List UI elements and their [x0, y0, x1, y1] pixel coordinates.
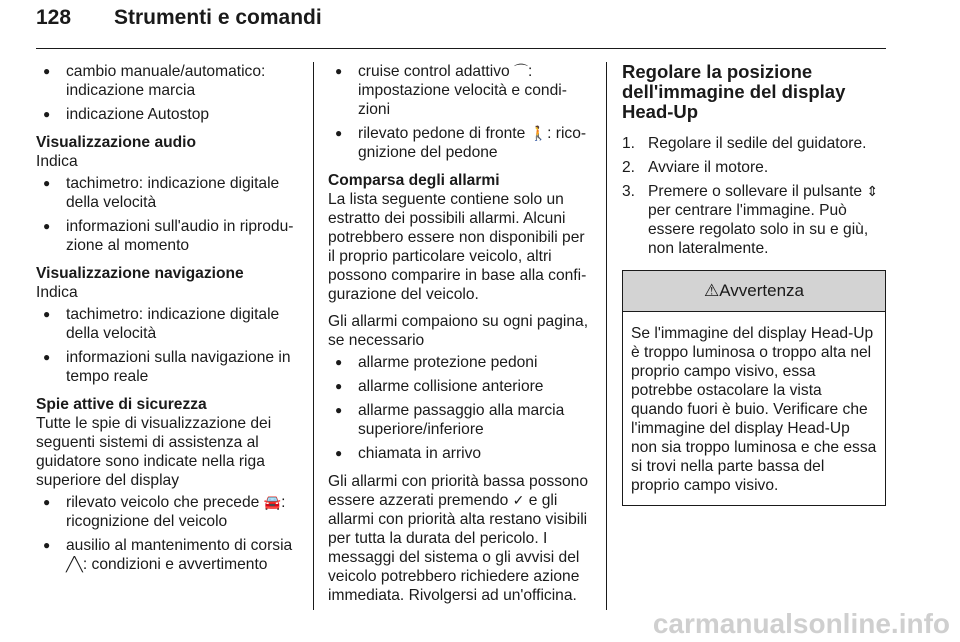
audio-heading: Visualizzazione audio [36, 134, 197, 151]
alarms-text-1: La lista seguente contiene solo un estratto dei possibili allarmi. Alcuni potrebbero essere non disponibili per il proprio particolare veicolo, altri possono comparire in base alla configurazione del veicolo. [328, 191, 587, 303]
step-item: 1. Regolare il sedile del guidatore. [622, 135, 867, 152]
column-1 [36, 62, 298, 583]
cruise-control-icon: ⌒ [514, 63, 529, 79]
warning-header [623, 271, 885, 312]
page-number: 128 [36, 6, 72, 29]
list-item: ● informazioni sull'audio in riproduzione al momento [36, 217, 298, 255]
alarms-heading: Comparsa degli allarmi [328, 172, 500, 189]
list-item: ● allarme collisione anteriore [328, 377, 590, 396]
hud-steps [622, 134, 886, 258]
warning-box [622, 270, 886, 506]
warning-title: Avvertenza [719, 281, 804, 300]
page-header [36, 4, 886, 48]
step-item: 2. Avviare il motore. [622, 159, 769, 176]
column-divider-2 [606, 62, 607, 610]
running-title: Strumenti e comandi [114, 6, 322, 29]
list-item: ● tachimetro: indicazione digitale della velocità [36, 305, 298, 343]
warning-icon: ⚠ [704, 281, 720, 300]
nav-heading: Visualizzazione navigazione [36, 265, 244, 282]
list-item: ● informazioni sulla navigazione in tempo reale [36, 348, 298, 386]
pedestrian-icon: 🚶 [529, 125, 548, 141]
watermark: carmanualsonline.info [652, 608, 950, 639]
car-ahead-icon: 🚘 [263, 494, 282, 510]
up-down-button-icon: ⇕ [866, 183, 879, 199]
warning-body: Se l'immagine del display Head-Up è troppo luminosa o troppo alta nel proprio campo visivo, essa potrebbe ostacolare la vista quando fuori è buio. Verificare che l'immagine del display Head-Up non sia troppo luminosa e che essa si trovi nella parte bassa del proprio campo visivo. [631, 325, 877, 494]
list-item: ● rilevato veicolo che precede 🚘: ricognizione del veicolo [36, 493, 298, 531]
column-3 [622, 62, 886, 506]
step-item: 3. Premere o sollevare il pulsante ⇕ per centrare l'immagine. Può essere regolato solo in su e giù, non lateralmente. [622, 183, 879, 257]
safety-heading: Spie attive di sicurezza [36, 396, 207, 413]
check-icon: ✓ [512, 492, 525, 508]
alarms-text-2: Gli allarmi compaiono su ogni pagina, se necessario [328, 313, 589, 349]
assist-bullets [328, 62, 590, 162]
audio-bullets [36, 174, 298, 255]
alarms-bullets [328, 353, 590, 463]
list-item: ● ausilio al mantenimento di corsia ╱╲: condizioni e avvertimento [36, 536, 298, 574]
audio-intro: Indica [36, 153, 78, 170]
nav-bullets [36, 305, 298, 386]
nav-intro: Indica [36, 284, 78, 301]
list-item: ● allarme passaggio alla marcia superiore/inferiore [328, 401, 590, 439]
list-item: ● cambio manuale/automatico: indicazione marcia [36, 62, 298, 100]
alarms-text-3: Gli allarmi con priorità bassa possono essere azzerati premendo ✓ e gli allarmi con priorità alta restano visibili per tutta la durata del pericolo. I messaggi del sistema o gli avvisi del veicolo potrebbero richiedere azione immediata. Rivolgersi ad un'officina. [328, 473, 589, 604]
gear-bullets [36, 62, 298, 124]
header-rule [36, 48, 886, 49]
column-divider-1 [313, 62, 314, 610]
list-item: ● allarme protezione pedoni [328, 353, 590, 372]
list-item: ● indicazione Autostop [36, 105, 298, 124]
safety-text: Tutte le spie di visualizzazione dei seguenti sistemi di assistenza al guidatore sono indicate nella riga superiore del display [36, 415, 272, 489]
column-2 [328, 62, 590, 613]
list-item: ● tachimetro: indicazione digitale della velocità [36, 174, 298, 212]
list-item: ● chiamata in arrivo [328, 444, 590, 463]
hud-heading: Regolare la posizione dell'immagine del display Head-Up [622, 61, 846, 122]
list-item: ● rilevato pedone di fronte 🚶: ricognizione del pedone [328, 124, 590, 162]
safety-bullets [36, 493, 298, 574]
lane-keep-icon: ╱╲ [66, 556, 83, 572]
list-item: ● cruise control adattivo ⌒: impostazione velocità e condizioni [328, 62, 590, 119]
